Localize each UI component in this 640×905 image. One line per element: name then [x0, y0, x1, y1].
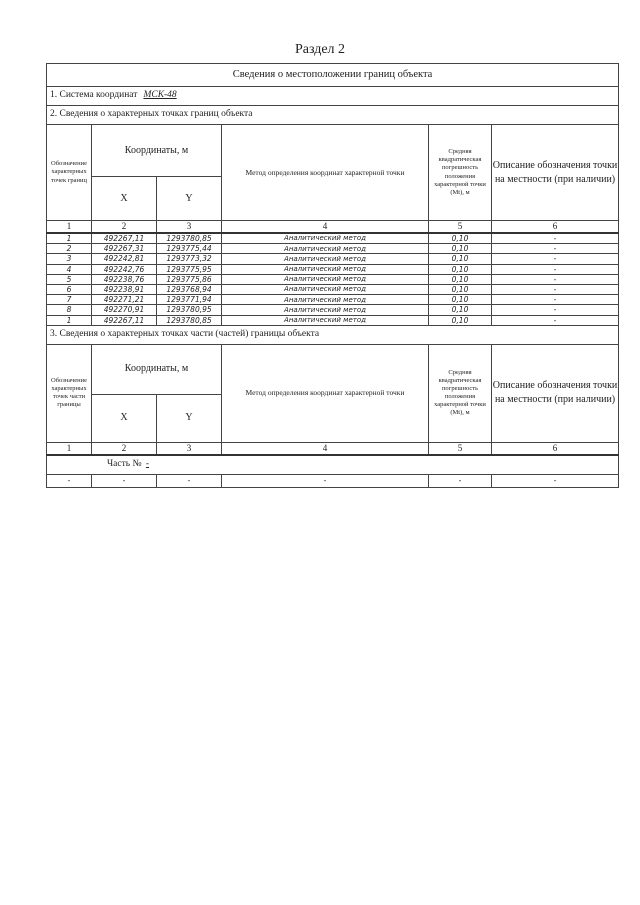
- point-method: Аналитический метод: [222, 274, 429, 284]
- point-number: 2: [47, 244, 92, 254]
- col-number: 2: [92, 442, 157, 455]
- point-method: Аналитический метод: [222, 284, 429, 294]
- part-number-row: [47, 455, 619, 475]
- column-numbers-row: [47, 221, 619, 234]
- section-header: Сведения о местоположении границ объекта: [47, 64, 619, 87]
- col-number: 1: [47, 221, 92, 234]
- point-description: -: [492, 315, 619, 325]
- empty-cell: -: [47, 474, 92, 487]
- col-number: 2: [92, 221, 157, 234]
- table-row: [47, 264, 619, 274]
- coord-system-label: 1. Система координат: [50, 90, 138, 101]
- part-number-label: Часть №: [107, 458, 142, 469]
- point-accuracy: 0,10: [429, 254, 492, 264]
- point-y: 1293780,95: [157, 305, 222, 315]
- point-description: -: [492, 295, 619, 305]
- table-row: [47, 244, 619, 254]
- point-y: 1293775,95: [157, 264, 222, 274]
- point-number: 8: [47, 305, 92, 315]
- col-number: 5: [429, 221, 492, 234]
- table-row: [47, 233, 619, 244]
- part2-title: 2. Сведения о характерных точках границ объекта: [47, 106, 619, 125]
- col-number: 5: [429, 442, 492, 455]
- col-coords-header: Координаты, м: [92, 125, 222, 177]
- empty-cell: -: [92, 474, 157, 487]
- point-y: 1293780,85: [157, 315, 222, 325]
- point-number: 6: [47, 284, 92, 294]
- point-x: 492242,81: [92, 254, 157, 264]
- point-number: 5: [47, 274, 92, 284]
- coord-system-value: МСК-48: [143, 90, 177, 101]
- table-row: [47, 295, 619, 305]
- part3-title: 3. Сведения о характерных точках части (частей) границы объекта: [47, 325, 619, 344]
- point-accuracy: 0,10: [429, 284, 492, 294]
- empty-cell: -: [222, 474, 429, 487]
- table-row: [47, 474, 619, 487]
- col-number: 3: [157, 442, 222, 455]
- col-y-header-2: Y: [157, 394, 222, 442]
- point-number: 7: [47, 295, 92, 305]
- point-x: 492267,11: [92, 233, 157, 244]
- table-row: [47, 315, 619, 325]
- point-method: Аналитический метод: [222, 233, 429, 244]
- point-method: Аналитический метод: [222, 254, 429, 264]
- col-description-header: Описание обозначения точки на местности (при наличии): [492, 125, 619, 221]
- empty-cell: -: [492, 474, 619, 487]
- point-description: -: [492, 244, 619, 254]
- table-row: [47, 284, 619, 294]
- col-number: 4: [222, 442, 429, 455]
- col-x-header: X: [92, 177, 157, 221]
- point-description: -: [492, 284, 619, 294]
- empty-cell: -: [429, 474, 492, 487]
- point-y: 1293773,32: [157, 254, 222, 264]
- point-accuracy: 0,10: [429, 264, 492, 274]
- point-y: 1293775,44: [157, 244, 222, 254]
- col-accuracy-header-2: Средняя квадратическая погрешность положения характерной точки (Mt), м: [429, 344, 492, 442]
- point-number: 1: [47, 233, 92, 244]
- point-y: 1293780,85: [157, 233, 222, 244]
- point-method: Аналитический метод: [222, 264, 429, 274]
- point-description: -: [492, 305, 619, 315]
- point-x: 492238,91: [92, 284, 157, 294]
- point-x: 492270,91: [92, 305, 157, 315]
- point-description: -: [492, 264, 619, 274]
- col-number: 6: [492, 221, 619, 234]
- col-method-header: Метод определения координат характерной точки: [222, 125, 429, 221]
- part-number-value: -: [145, 458, 150, 469]
- point-x: 492267,11: [92, 315, 157, 325]
- col-designation-header-2: Обозначение характерных точек части границы: [47, 344, 92, 442]
- point-y: 1293775,86: [157, 274, 222, 284]
- col-x-header-2: X: [92, 394, 157, 442]
- point-description: -: [492, 254, 619, 264]
- point-accuracy: 0,10: [429, 233, 492, 244]
- point-method: Аналитический метод: [222, 295, 429, 305]
- point-method: Аналитический метод: [222, 315, 429, 325]
- point-method: Аналитический метод: [222, 244, 429, 254]
- col-number: 3: [157, 221, 222, 234]
- boundary-table: [46, 63, 619, 488]
- point-number: 1: [47, 315, 92, 325]
- col-number: 6: [492, 442, 619, 455]
- table-row: [47, 305, 619, 315]
- point-number: 3: [47, 254, 92, 264]
- col-method-header-2: Метод определения координат характерной точки: [222, 344, 429, 442]
- point-x: 492271,21: [92, 295, 157, 305]
- col-accuracy-header: Средняя квадратическая погрешность положения характерной точки (Mt), м: [429, 125, 492, 221]
- point-accuracy: 0,10: [429, 315, 492, 325]
- table-row: [47, 254, 619, 264]
- point-number: 4: [47, 264, 92, 274]
- point-description: -: [492, 274, 619, 284]
- point-accuracy: 0,10: [429, 305, 492, 315]
- point-x: 492267,31: [92, 244, 157, 254]
- column-numbers-row-2: [47, 442, 619, 455]
- point-accuracy: 0,10: [429, 274, 492, 284]
- point-description: -: [492, 233, 619, 244]
- col-number: 4: [222, 221, 429, 234]
- point-method: Аналитический метод: [222, 305, 429, 315]
- point-x: 492242,76: [92, 264, 157, 274]
- section-title: Раздел 2: [294, 42, 346, 57]
- col-description-header-2: Описание обозначения точки на местности (при наличии): [492, 344, 619, 442]
- col-coords-header-2: Координаты, м: [92, 344, 222, 394]
- col-number: 1: [47, 442, 92, 455]
- point-y: 1293768,94: [157, 284, 222, 294]
- col-designation-header: Обозначение характерных точек границ: [47, 125, 92, 221]
- point-accuracy: 0,10: [429, 244, 492, 254]
- col-y-header: Y: [157, 177, 222, 221]
- table-row: [47, 274, 619, 284]
- coord-system-row: [47, 87, 619, 106]
- point-y: 1293771,94: [157, 295, 222, 305]
- point-x: 492238,76: [92, 274, 157, 284]
- empty-cell: -: [157, 474, 222, 487]
- point-accuracy: 0,10: [429, 295, 492, 305]
